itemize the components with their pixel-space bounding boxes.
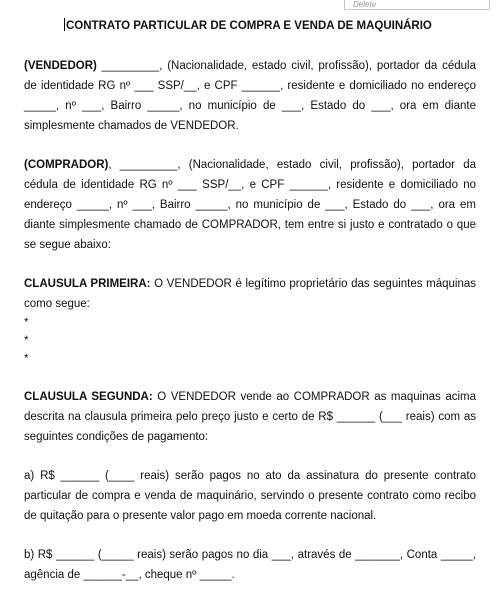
vendedor-text: _________, (Nacionalidade, estado civil, profissão), portador da cédula de identidade RG nº ___ SSP/__, e CPF ______, residente e domiciliado no endereço _____, nº ___, Bairro _____, no município de ___, Estado do ___, ora em diante simplesmente chamados de VENDEDOR.: [24, 60, 476, 132]
paragraph-vendedor: [24, 56, 476, 136]
paragraph-comprador: [24, 155, 476, 255]
comprador-text: , _________, (Nacionalidade, estado civil, profissão), portador da cédula de identidade RG nº ___ SSP/__, e CPF ______, residente e domiciliado no endereço _____, nº ___, Bairro _____, no município de ___, Estado do ___, ora em diante simplesmente chamado de COMPRADOR, tem entre si justo e contratado o que se segue abaixo:: [24, 159, 476, 251]
clausula-segunda-text: O VENDEDOR vende ao COMPRADOR as maquinas acima descrita na clausula primeira pelo preço justo e certo de R$ ______ (___ reais) com as seguintes condições de pagamento:: [24, 391, 476, 443]
text-cursor: [64, 18, 65, 31]
clausula-primeira-text: O VENDEDOR é legítimo proprietário das seguintes máquinas como segue:: [24, 278, 476, 310]
document-title: [64, 18, 476, 34]
machine-list-item: *: [24, 353, 29, 365]
machine-list: [24, 314, 476, 368]
machine-list-item: *: [24, 317, 29, 329]
document-title-text: CONTRATO PARTICULAR DE COMPRA E VENDA DE MAQUINÁRIO: [66, 20, 432, 32]
contract-document: [24, 18, 476, 585]
paragraph-item-b: b) R$ ______ (_____ reais) serão pagos no dia ___, através de _______, Conta _____, agência de ______-__, cheque nº _____.: [24, 549, 476, 581]
paragraph-clausula-primeira: [24, 274, 476, 314]
paragraph-clausula-segunda: [24, 387, 476, 447]
comprador-label: (COMPRADOR): [24, 159, 109, 171]
delete-tab[interactable]: Delete: [344, 0, 490, 10]
clausula-segunda-label: CLAUSULA SEGUNDA:: [24, 391, 153, 403]
vendedor-label: (VENDEDOR): [24, 60, 97, 72]
clausula-primeira-label: CLAUSULA PRIMEIRA:: [24, 278, 151, 290]
machine-list-item: *: [24, 335, 29, 347]
paragraph-item-a: a) R$ ______ (____ reais) serão pagos no ato da assinatura do presente contrato particular de compra e venda de maquinário, servindo o presente contrato como recibo de quitação para o presente valor pago em moeda corrente nacional.: [24, 470, 476, 522]
